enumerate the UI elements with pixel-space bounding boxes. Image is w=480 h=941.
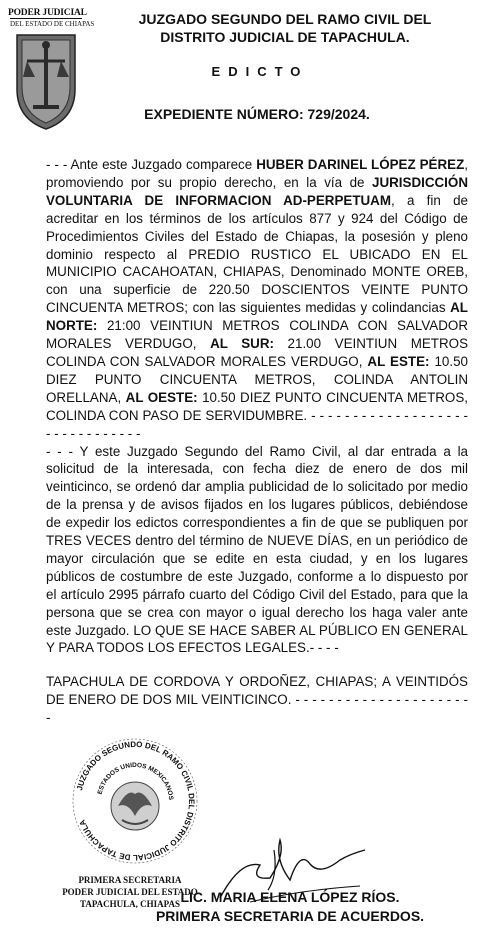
court-line-2: DISTRITO JUDICIAL DE TAPACHULA. bbox=[160, 29, 410, 45]
logo-title: PODER JUDICIAL bbox=[8, 8, 87, 18]
seal-inner-text: ESTADOS UNIDOS MEXICANOS bbox=[96, 761, 175, 801]
signatory-name: LIC. MARIA ELENA LÓPEZ RÍOS. bbox=[180, 889, 400, 905]
eagle-emblem-icon bbox=[111, 782, 159, 830]
document-type-title: EDICTO bbox=[211, 64, 309, 79]
text-span: 10.50 DIEZ PUNTO CINCUENTA METROS, COLINDA CON PASO DE SERVIDUMBRE. - - - - - - - - - - - - - - - - - - - - - - - - - - - - - - - bbox=[46, 389, 468, 441]
signatory-title: PRIMERA SECRETARIA DE ACUERDOS. bbox=[155, 908, 425, 924]
boundary-north-label: AL NORTE: bbox=[46, 300, 468, 334]
stamp-line-3: TAPACHULA, CHIAPAS bbox=[79, 899, 180, 909]
paragraph-petition bbox=[46, 156, 468, 443]
boundary-east-label: AL ESTE: bbox=[367, 353, 430, 369]
boundary-west-label: AL OESTE: bbox=[125, 389, 198, 405]
seal-ring-text: JUZGADO SEGUNDO DEL RAMO CIVIL DEL DISTRITO JUDICIAL DE TAPACHULA bbox=[75, 739, 197, 863]
procedure-type: JURISDICCIÓN VOLUNTARIA DE INFORMACION AD-PERPETUAM bbox=[46, 174, 468, 208]
text-span: , a fin de acreditar en los términos de los artículos 877 y 924 del Código de Procedimientos Civiles del Estado de Chiapas, la posesión y pleno dominio respecto al PREDIO RUSTICO EL UBICADO EN EL MUNICIPIO CACAHOATAN, CHIAPAS, Denominado MONTE OREB, con una superficie de 220.50 DOSCIENTOS VEINTE PUNTO CINCUENTA METROS; con las siguientes medidas y colindancias bbox=[46, 192, 468, 316]
text-span: - - - Ante este Juzgado comparece bbox=[46, 157, 257, 172]
court-seal bbox=[70, 736, 200, 866]
edict-body bbox=[46, 156, 468, 727]
paragraph-date-place: TAPACHULA DE CORDOVA Y ORDOÑEZ, CHIAPAS; A VEINTIDÓS DE ENERO DE DOS MIL VEINTICINCO. - - - - - - - - - - - - - - - - - - - - - - bbox=[46, 674, 468, 726]
paragraph-order: - - - Y este Juzgado Segundo del Ramo Civil, al dar entrada a la solicitud de la interesada, con fecha diez de enero de dos mil veinticinco, se ordenó dar amplia publicidad de lo solicitado por medio de la prensa y de avisos fijados en los lugares públicos, debiéndose de expedir los edictos correspondientes a fin de que se publiquen por TRES VECES dentro del término de NUEVE DÍAS, en un periódico de mayor circulación que se edite en esta ciudad, y en los lugares públicos de costumbre de este Juzgado, conforme a lo dispuesto por el artículo 2995 párrafo cuarto del Código Civil del Estado, para que la persona que se crea con mayor o igual derecho los haga valer ante este Juzgado. LO QUE SE HACE SABER AL PÚBLICO EN GENERAL Y PARA TODOS LOS EFECTOS LEGALES.- - - - bbox=[46, 443, 468, 656]
stamp-line-2: PODER JUDICIAL DEL ESTADO bbox=[62, 887, 198, 897]
boundary-south-label: AL SUR: bbox=[210, 336, 274, 352]
text-span: 21:00 VEINTIUN METROS COLINDA CON SALVADOR MORALES VERDUGO, bbox=[46, 318, 468, 352]
stamp-line-1: PRIMERA SECRETARIA bbox=[78, 875, 182, 885]
logo-subtitle: DEL ESTADO DE CHIAPAS bbox=[10, 20, 95, 28]
court-line-1: JUZGADO SEGUNDO DEL RAMO CIVIL DEL bbox=[138, 11, 432, 27]
text-span: 21.00 VEINTIUN METROS COLINDA CON SALVADOR MORALES VERDUGO, bbox=[46, 336, 468, 369]
text-span: , promoviendo por su propio derecho, en la vía de bbox=[46, 157, 469, 190]
petitioner-name: HUBER DARINEL LÓPEZ PÉREZ bbox=[256, 157, 465, 172]
case-number: EXPEDIENTE NÚMERO: 729/2024. bbox=[144, 106, 370, 122]
court-heading bbox=[90, 10, 480, 46]
text-span: 10.50 DIEZ PUNTO CINCUENTA METROS, COLINDA ANTOLIN ORELLANA, bbox=[46, 353, 468, 405]
signatory-block bbox=[60, 888, 480, 926]
